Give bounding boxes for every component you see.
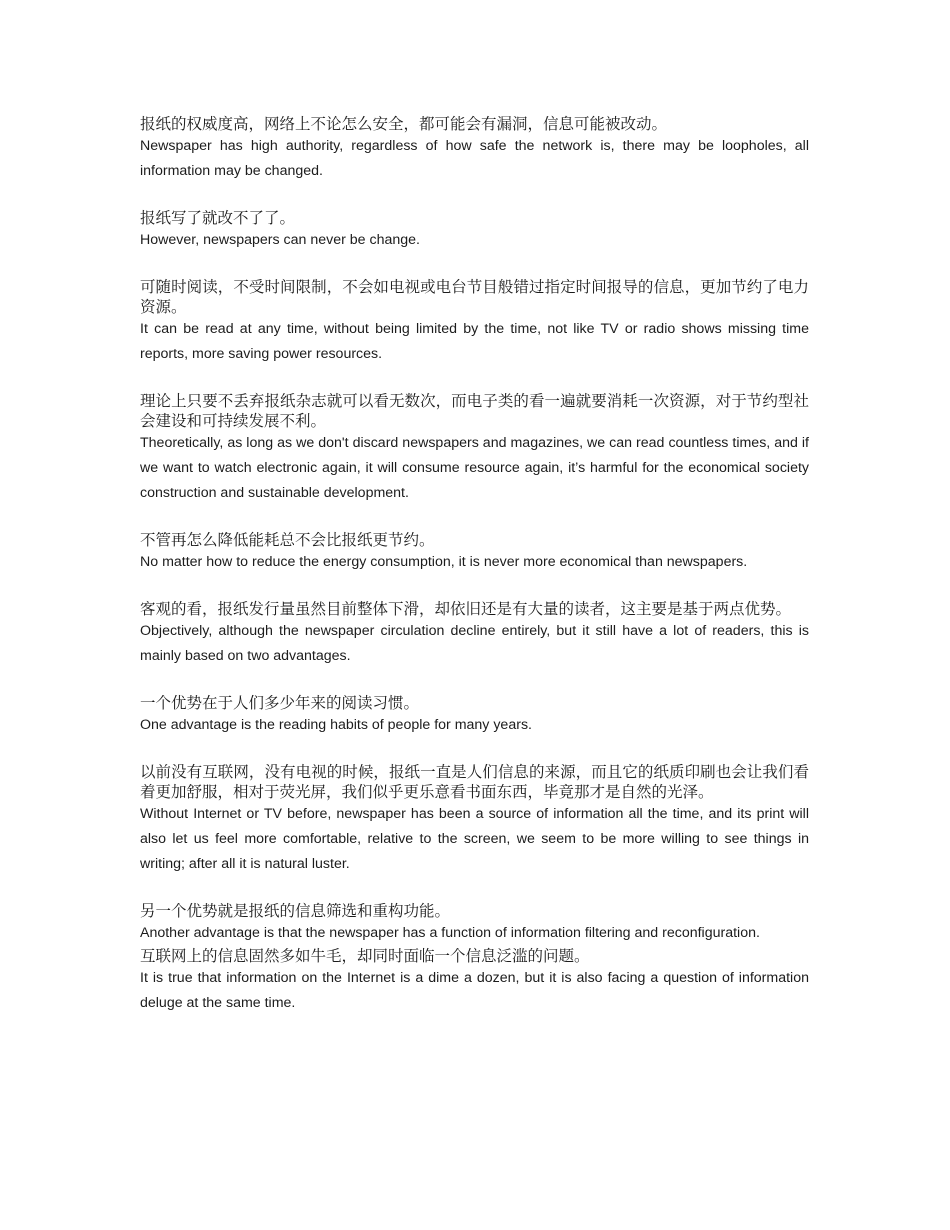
english-text: It can be read at any time, without being limited by the time, not like TV or radio shows missing time reports, more saving power resources.	[140, 321, 809, 362]
english-text: Without Internet or TV before, newspaper has been a source of information all the time, and its print will also let us feel more comfortable, relative to the screen, we seem to be more willing to see things in writing; after all it is natural luster.	[140, 806, 809, 872]
english-text: Objectively, although the newspaper circulation decline entirely, but it still have a lot of readers, this is mainly based on two advantages.	[140, 623, 809, 664]
chinese-text: 报纸写了就改不了了。	[140, 209, 296, 227]
chinese-text: 一个优势在于人们多少年来的阅读习惯。	[140, 694, 420, 712]
paragraph-circulation	[140, 599, 809, 669]
english-text: Another advantage is that the newspaper has a function of information filtering and reconfiguration.	[140, 925, 760, 941]
paragraph-reading-habits	[140, 693, 809, 738]
chinese-text: 另一个优势就是报纸的信息筛选和重构功能。	[140, 902, 451, 920]
chinese-text: 理论上只要不丢弃报纸杂志就可以看无数次，而电子类的看一遍就要消耗一次资源，对于节约型社会建设和可持续发展不利。	[140, 392, 809, 430]
document-page	[140, 114, 809, 1040]
paragraph-authority	[140, 114, 809, 184]
chinese-text: 可随时阅读，不受时间限制，不会如电视或电台节目般错过指定时间报导的信息，更加节约了电力资源。	[140, 278, 809, 316]
english-text: It is true that information on the Internet is a dime a dozen, but it is also facing a question of information deluge at the same time.	[140, 970, 809, 1011]
chinese-text: 互联网上的信息固然多如牛毛，却同时面临一个信息泛滥的问题。	[140, 947, 590, 965]
paragraph-unchangeable	[140, 208, 809, 253]
paragraph-information-deluge	[140, 946, 809, 1016]
english-text: No matter how to reduce the energy consumption, it is never more economical than newspapers.	[140, 554, 748, 570]
paragraph-read-anytime	[140, 277, 809, 367]
chinese-text: 报纸的权威度高，网络上不论怎么安全，都可能会有漏洞，信息可能被改动。	[140, 115, 668, 133]
paragraph-source-of-information	[140, 762, 809, 877]
english-text: One advantage is the reading habits of people for many years.	[140, 717, 532, 733]
paragraph-energy	[140, 530, 809, 575]
chinese-text: 客观的看，报纸发行量虽然目前整体下滑，却依旧还是有大量的读者，这主要是基于两点优势。	[140, 600, 792, 618]
paragraph-filtering	[140, 901, 809, 946]
chinese-text: 不管再怎么降低能耗总不会比报纸更节约。	[140, 531, 435, 549]
english-text: Theoretically, as long as we don't discard newspapers and magazines, we can read countless times, and if we want to watch electronic again, it will consume resource again, it’s harmful for the economical society construction and sustainable development.	[140, 435, 809, 501]
chinese-text: 以前没有互联网，没有电视的时候，报纸一直是人们信息的来源，而且它的纸质印刷也会让我们看着更加舒服，相对于荧光屏，我们似乎更乐意看书面东西，毕竟那才是自然的光泽。	[140, 763, 809, 801]
english-text: However, newspapers can never be change.	[140, 232, 420, 248]
english-text: Newspaper has high authority, regardless of how safe the network is, there may be loopholes, all information may be changed.	[140, 138, 809, 179]
paragraph-reread	[140, 391, 809, 506]
